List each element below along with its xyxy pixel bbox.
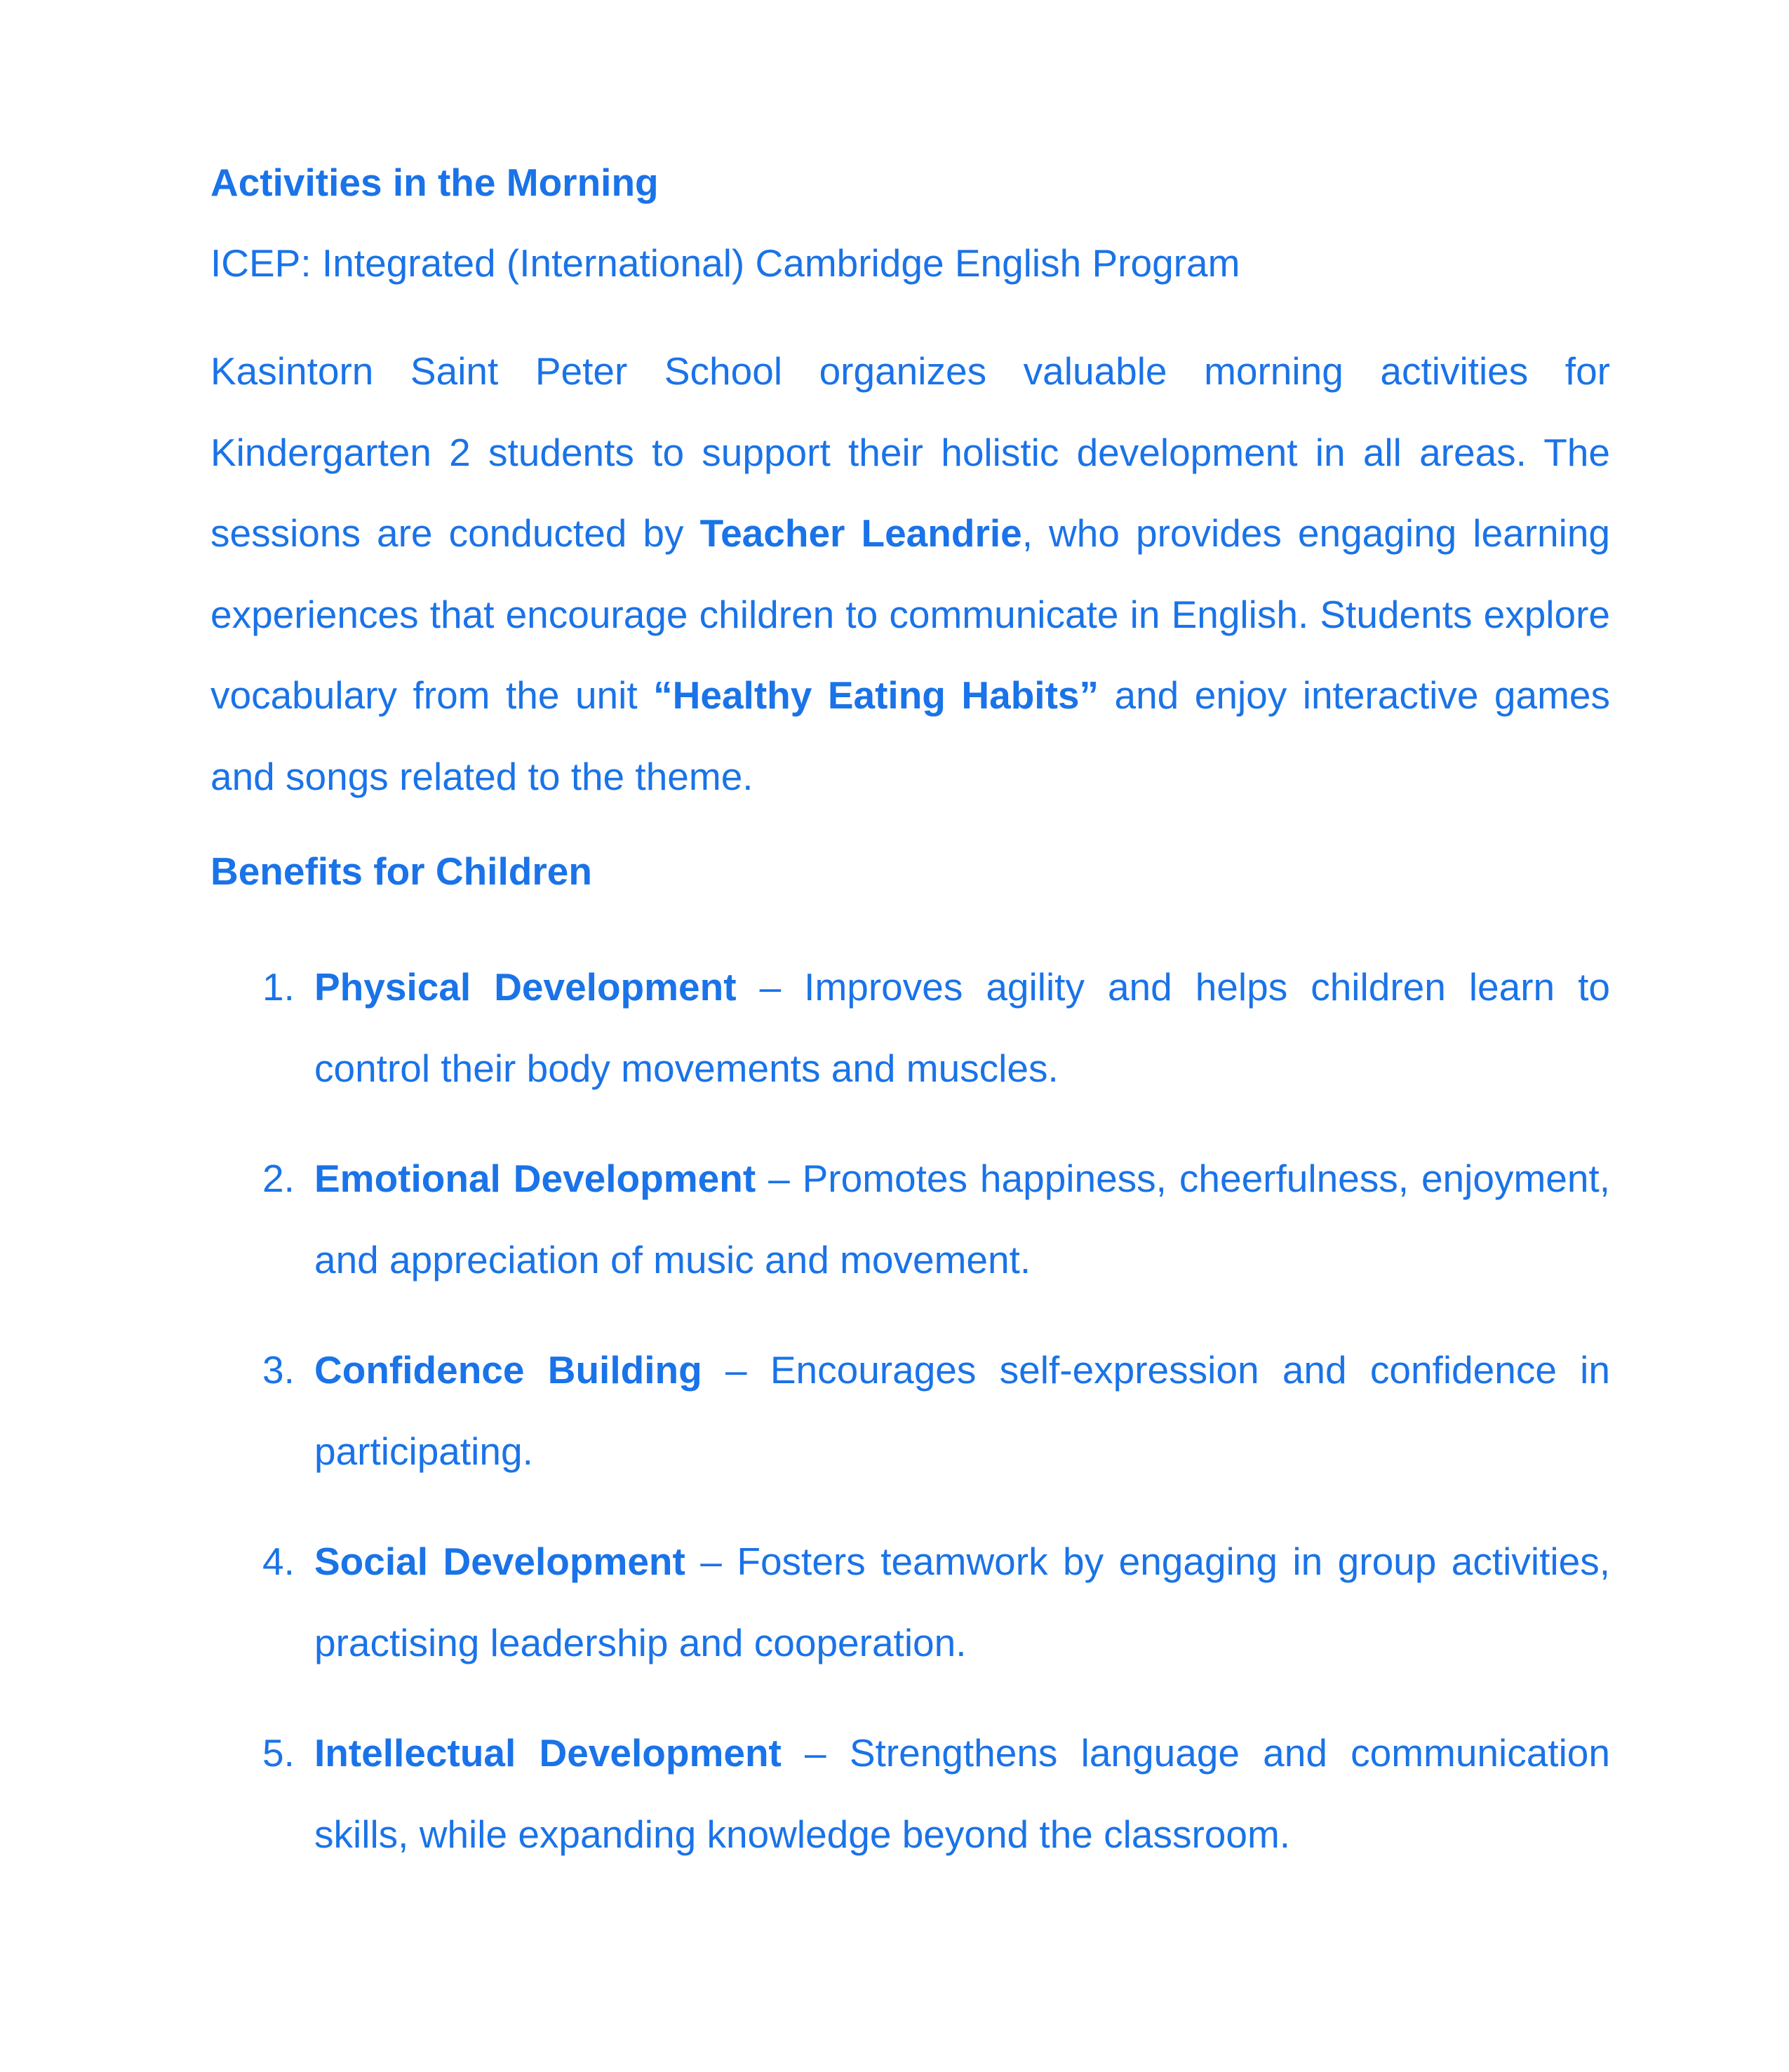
benefit-number: 5.: [262, 1731, 295, 1775]
benefit-number: 1.: [262, 965, 295, 1009]
benefit-text: – Improves agility and helps children learn to control their body movements and muscles.: [314, 965, 1610, 1090]
benefits-heading: Benefits for Children: [210, 849, 592, 893]
benefit-item-physical: [210, 947, 1610, 1109]
document-page: [210, 147, 1610, 1904]
benefits-list: [210, 947, 1610, 1875]
teacher-name: Teacher Leandrie: [699, 511, 1022, 555]
intro-text-3: and enjoy interactive games and songs related to the theme.: [210, 673, 1611, 798]
benefit-number: 3.: [262, 1348, 295, 1392]
benefit-text: – Fosters teamwork by engaging in group activities, practising leadership and cooperation.: [314, 1540, 1610, 1664]
benefit-number: 2.: [262, 1157, 295, 1200]
benefit-number: 4.: [262, 1540, 295, 1583]
benefit-title: Social Development: [314, 1540, 685, 1583]
benefit-item-emotional: [210, 1138, 1610, 1300]
benefit-title: Emotional Development: [314, 1157, 756, 1200]
unit-name: “Healthy Eating Habits”: [653, 673, 1099, 717]
intro-paragraph: [210, 331, 1610, 817]
benefit-item-intellectual: [210, 1713, 1610, 1875]
benefit-text: – Promotes happiness, cheerfulness, enjoyment, and appreciation of music and movement.: [314, 1157, 1610, 1281]
benefit-title: Confidence Building: [314, 1348, 702, 1392]
benefit-text: – Strengthens language and communication skills, while expanding knowledge beyond the classroom.: [314, 1731, 1610, 1856]
benefit-title: Physical Development: [314, 965, 737, 1009]
program-subtitle: ICEP: Integrated (International) Cambridge English Program: [210, 241, 1240, 285]
benefit-title: Intellectual Development: [314, 1731, 782, 1775]
benefit-item-social: [210, 1521, 1610, 1683]
page-title: Activities in the Morning: [210, 161, 659, 204]
benefit-item-confidence: [210, 1330, 1610, 1492]
intro-text-1: Kasintorn Saint Peter School organizes valuable morning activities for Kindergarten 2 students to support their holistic development in all areas. The sessions are conducted by: [210, 349, 1610, 555]
benefit-text: – Encourages self-expression and confidence in participating.: [314, 1348, 1610, 1473]
intro-text-2: , who provides engaging learning experiences that encourage children to communicate in English. Students explore vocabulary from the unit: [210, 511, 1610, 717]
